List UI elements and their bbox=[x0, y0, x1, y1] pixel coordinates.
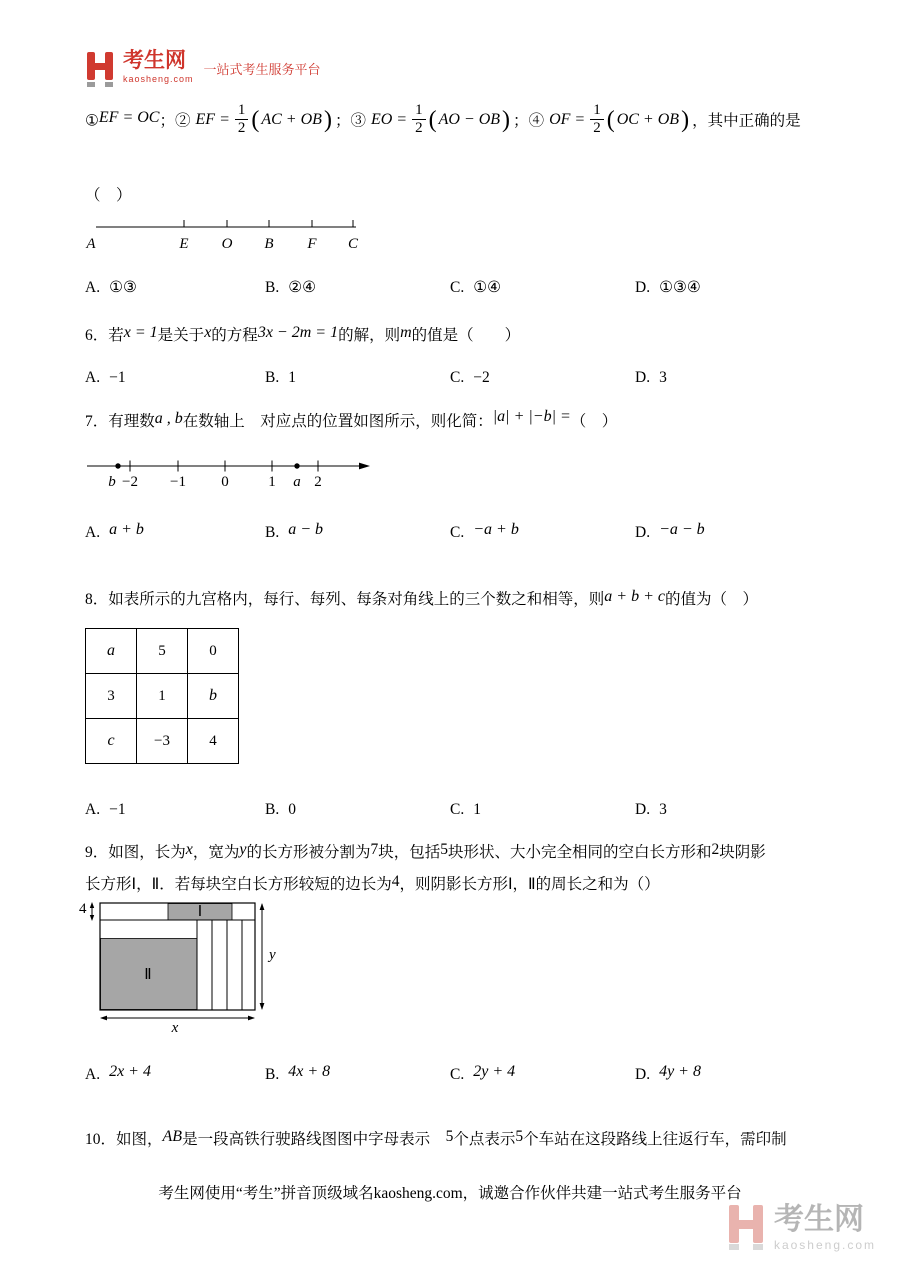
q6-text-part: 6．若 bbox=[85, 327, 124, 344]
brand-domain: kaosheng.com bbox=[123, 74, 194, 85]
q10-text-part: 10．如图， bbox=[85, 1131, 163, 1148]
tick-label: 1 bbox=[268, 474, 276, 490]
roman-2-label: Ⅱ bbox=[144, 967, 152, 983]
question-6-text bbox=[85, 324, 827, 347]
point-label: E bbox=[179, 236, 189, 252]
option-b bbox=[265, 369, 450, 387]
question-9-options bbox=[85, 1063, 827, 1084]
option-value: 4y + 8 bbox=[659, 1063, 701, 1080]
q6-math: x bbox=[204, 324, 212, 341]
circled-1: ① bbox=[85, 112, 99, 130]
kaosheng-logo-icon bbox=[85, 50, 115, 90]
option-a bbox=[85, 801, 265, 819]
point-label: C bbox=[347, 236, 359, 252]
option-b bbox=[265, 801, 450, 819]
option-value: −a + b bbox=[473, 521, 519, 538]
table-cell: −3 bbox=[137, 719, 188, 764]
option-label: A. bbox=[85, 369, 101, 386]
option-label: D. bbox=[635, 524, 651, 541]
option-c bbox=[450, 521, 635, 542]
option-value: 2y + 4 bbox=[473, 1063, 516, 1080]
open-paren: ( bbox=[428, 106, 437, 133]
fraction bbox=[590, 102, 604, 138]
option-c bbox=[450, 278, 635, 297]
table-cell: c bbox=[86, 719, 137, 764]
tick-label: −1 bbox=[170, 474, 186, 490]
point-label: O bbox=[221, 236, 233, 252]
tick-label: 0 bbox=[221, 474, 229, 490]
option-a bbox=[85, 369, 265, 387]
option-a bbox=[85, 278, 265, 297]
option-value: 0 bbox=[288, 801, 296, 818]
formula-4-lhs: OF = bbox=[549, 111, 586, 129]
tick-label: −2 bbox=[122, 474, 138, 490]
fraction-numerator: 1 bbox=[412, 102, 426, 120]
watermark-crossbar bbox=[736, 1220, 756, 1229]
q5-numberline-figure bbox=[85, 218, 370, 252]
option-label: A. bbox=[85, 279, 101, 296]
option-label: A. bbox=[85, 1066, 101, 1083]
q7-numberline-figure bbox=[85, 450, 385, 492]
question-5-suffix: ，其中正确的是 bbox=[692, 112, 801, 130]
formula-2-lhs: EF = bbox=[195, 111, 230, 129]
option-d bbox=[635, 801, 827, 819]
arrowhead-down bbox=[260, 1003, 265, 1010]
tick-marks bbox=[184, 220, 353, 227]
option-d bbox=[635, 369, 827, 387]
q6-text-part: 是关于 bbox=[157, 327, 205, 344]
q10-number: 5 bbox=[445, 1128, 454, 1145]
logo-foot-right bbox=[105, 82, 113, 87]
option-value: a − b bbox=[288, 521, 324, 538]
table-cell: 5 bbox=[137, 629, 188, 674]
option-value: a + b bbox=[109, 521, 144, 538]
separator: ； bbox=[334, 112, 351, 130]
formula-1: EF = OC bbox=[98, 109, 160, 127]
arrowhead-left bbox=[100, 1016, 107, 1021]
option-b bbox=[265, 1063, 450, 1084]
q6-math: 3x − 2m = 1 bbox=[257, 324, 339, 341]
option-value: −1 bbox=[109, 369, 126, 386]
formula-4-body: OC + OB bbox=[616, 111, 680, 129]
table-row bbox=[86, 629, 239, 674]
q10-math: AB bbox=[162, 1128, 183, 1145]
q9-number: 2 bbox=[711, 841, 720, 858]
tick-label: 2 bbox=[314, 474, 322, 490]
option-label: B. bbox=[265, 524, 280, 541]
question-9-text bbox=[85, 837, 827, 901]
formula-2-body: AC + OB bbox=[261, 111, 322, 129]
option-value: 1 bbox=[288, 369, 296, 386]
option-label: C. bbox=[450, 279, 465, 296]
option-d bbox=[635, 521, 827, 542]
q9-number: 5 bbox=[440, 841, 449, 858]
dim-4-label: 4 bbox=[79, 901, 87, 917]
point-label: F bbox=[307, 236, 317, 252]
open-paren: ( bbox=[606, 106, 615, 133]
point-b-dot bbox=[115, 463, 120, 468]
option-label: D. bbox=[635, 801, 651, 818]
fraction bbox=[235, 102, 249, 138]
q9-text-part: 的长方形被分割为 bbox=[246, 844, 371, 861]
close-paren: ) bbox=[681, 106, 690, 133]
q9-text-part: ，则阴影长方形Ⅰ，Ⅱ的周长之和为（） bbox=[399, 876, 660, 893]
option-label: C. bbox=[450, 369, 465, 386]
q8-text-part: 8．如表所示的九宫格内，每行、每列、每条对角线上的三个数之和相等，则 bbox=[85, 591, 605, 608]
option-label: A. bbox=[85, 801, 101, 818]
fraction-denominator: 2 bbox=[593, 120, 601, 137]
option-value: 3 bbox=[659, 801, 667, 818]
table-row bbox=[86, 674, 239, 719]
point-label-b: b bbox=[108, 474, 116, 490]
brand-tagline: 一站式考生服务平台 bbox=[203, 62, 321, 77]
question-7-options bbox=[85, 521, 827, 542]
q9-number: 4 bbox=[391, 873, 400, 890]
watermark-foot-right bbox=[753, 1244, 763, 1250]
formula-3-lhs: EO = bbox=[370, 111, 408, 129]
logo-crossbar bbox=[93, 63, 107, 70]
q9-text-part: 块形状、大小完全相同的空白长方形和 bbox=[448, 844, 712, 861]
option-c bbox=[450, 1063, 635, 1084]
q9-number: 7 bbox=[370, 841, 379, 858]
divider-lines bbox=[197, 920, 242, 1010]
q10-number: 5 bbox=[515, 1128, 524, 1145]
arrowhead-down bbox=[90, 915, 94, 921]
table-row bbox=[86, 719, 239, 764]
brand-name: 考生网 bbox=[123, 49, 186, 72]
question-6-options bbox=[85, 369, 827, 387]
option-value: −1 bbox=[109, 801, 126, 818]
q8-math: a + b + c bbox=[604, 588, 665, 605]
formula-3-body: AO − OB bbox=[438, 111, 501, 129]
option-d bbox=[635, 278, 827, 297]
watermark-domain: kaosheng.com bbox=[773, 1238, 876, 1253]
option-a bbox=[85, 1063, 265, 1084]
table-cell: 0 bbox=[188, 629, 239, 674]
question-10-text bbox=[85, 1128, 827, 1151]
arrowhead-up bbox=[90, 902, 94, 908]
q7-math-abs: |a| + |−b| = bbox=[492, 408, 571, 425]
option-d bbox=[635, 1063, 827, 1084]
axis-arrowhead bbox=[359, 463, 370, 470]
separator: ； bbox=[513, 112, 529, 130]
q9-text-part: 9．如图，长为 bbox=[85, 844, 186, 861]
q10-text-part: 个点表示 bbox=[453, 1131, 516, 1148]
q6-math: m bbox=[400, 324, 412, 341]
option-label: D. bbox=[635, 279, 651, 296]
watermark-text-block bbox=[774, 1204, 876, 1253]
q7-text-part: （ ） bbox=[570, 413, 618, 430]
circled-4: ④ bbox=[528, 112, 545, 130]
option-label: B. bbox=[265, 801, 280, 818]
watermark-logo-icon bbox=[726, 1202, 766, 1254]
separator: ； bbox=[159, 112, 175, 130]
q6-text-part: 的方程 bbox=[211, 327, 258, 344]
fraction-denominator: 2 bbox=[415, 120, 423, 137]
circled-2: ② bbox=[175, 112, 191, 130]
option-value: 2x + 4 bbox=[109, 1063, 151, 1080]
magic-square-table bbox=[85, 628, 239, 764]
option-label: B. bbox=[265, 1066, 280, 1083]
table-cell: 1 bbox=[137, 674, 188, 719]
footer-text: 考生网使用“考生”拼音顶级域名kaosheng.com，诚邀合作伙伴共建一站式考生服务平台 bbox=[158, 1185, 742, 1202]
point-label-a: a bbox=[293, 474, 301, 490]
question-5-answer-blank: （ ） bbox=[85, 187, 132, 204]
option-value: ①③ bbox=[109, 279, 137, 296]
option-a bbox=[85, 521, 265, 542]
q7-text-part: 7．有理数 bbox=[85, 413, 155, 430]
y-label: y bbox=[269, 947, 276, 963]
question-7-text bbox=[85, 410, 827, 433]
option-value: ②④ bbox=[288, 279, 317, 296]
q10-text-part: 是一段高铁行驶路线图图中字母表示 bbox=[182, 1131, 446, 1148]
formula-2 bbox=[194, 102, 332, 138]
question-8-options bbox=[85, 801, 827, 819]
table-cell: 4 bbox=[188, 719, 239, 764]
q9-text-part: 块阴影 bbox=[719, 844, 766, 861]
q6-text-part: 的值是（ ） bbox=[411, 327, 521, 344]
option-b bbox=[265, 278, 450, 297]
q10-text-part: 个车站在这段路线上往返行车，需印制 bbox=[523, 1131, 787, 1148]
option-label: B. bbox=[265, 369, 280, 386]
point-label: A bbox=[86, 236, 96, 252]
kaosheng-logo bbox=[85, 50, 321, 90]
option-label: D. bbox=[635, 1066, 651, 1083]
formula-4 bbox=[547, 102, 689, 138]
q9-rectangle-figure bbox=[75, 896, 290, 1036]
option-label: B. bbox=[265, 279, 280, 296]
option-label: C. bbox=[450, 801, 465, 818]
table-cell: a bbox=[86, 629, 137, 674]
formula-3 bbox=[369, 102, 510, 138]
question-8-text bbox=[85, 588, 827, 611]
watermark-foot-left bbox=[729, 1244, 739, 1250]
circled-3: ③ bbox=[350, 112, 366, 130]
option-value: 3 bbox=[659, 369, 667, 386]
q8-text-part: 的值为（ ） bbox=[664, 591, 758, 608]
option-value: ①④ bbox=[473, 279, 502, 296]
option-value: −2 bbox=[473, 369, 490, 386]
table-cell: b bbox=[188, 674, 239, 719]
option-c bbox=[450, 369, 635, 387]
q9-text-part: 长方形Ⅰ，Ⅱ．若每块空白长方形较短的边长为 bbox=[85, 876, 392, 893]
brand-block bbox=[123, 50, 194, 84]
q9-text-part: ，宽为 bbox=[192, 844, 240, 861]
arrowhead-up bbox=[260, 903, 265, 910]
option-c bbox=[450, 801, 635, 819]
fraction-denominator: 2 bbox=[237, 120, 246, 137]
question-5-options bbox=[85, 278, 827, 297]
point-a-dot bbox=[294, 463, 299, 468]
q6-text-part: 的解，则 bbox=[338, 327, 401, 344]
close-paren: ) bbox=[323, 106, 332, 133]
table-cell: 3 bbox=[86, 674, 137, 719]
option-value: 1 bbox=[473, 801, 481, 818]
roman-1-label: Ⅰ bbox=[197, 904, 203, 920]
point-label: B bbox=[264, 236, 274, 252]
q7-math: a , b bbox=[154, 410, 183, 427]
option-value: −a − b bbox=[659, 521, 705, 538]
option-label: D. bbox=[635, 369, 651, 386]
q6-math: x = 1 bbox=[123, 324, 158, 341]
open-paren: ( bbox=[251, 106, 260, 133]
q9-math: x bbox=[185, 841, 193, 858]
close-paren: ) bbox=[502, 106, 511, 133]
question-5-formulas bbox=[85, 104, 827, 140]
kaosheng-watermark bbox=[726, 1202, 876, 1254]
fraction bbox=[412, 102, 426, 138]
logo-foot-left bbox=[87, 82, 95, 87]
q7-text-part: 在数轴上 对应点的位置如图所示，则化简： bbox=[182, 413, 493, 430]
option-label: C. bbox=[450, 524, 465, 541]
q9-text-part: 块，包括 bbox=[378, 844, 441, 861]
q9-math: y bbox=[239, 841, 247, 858]
option-b bbox=[265, 521, 450, 542]
option-label: C. bbox=[450, 1066, 465, 1083]
fraction-numerator: 1 bbox=[235, 102, 249, 120]
option-value: ①③④ bbox=[659, 279, 701, 296]
option-label: A. bbox=[85, 524, 101, 541]
watermark-brand: 考生网 bbox=[773, 1202, 864, 1236]
option-value: 4x + 8 bbox=[288, 1063, 331, 1080]
fraction-numerator: 1 bbox=[590, 102, 604, 120]
x-label: x bbox=[171, 1020, 179, 1036]
arrowhead-right bbox=[248, 1016, 255, 1021]
